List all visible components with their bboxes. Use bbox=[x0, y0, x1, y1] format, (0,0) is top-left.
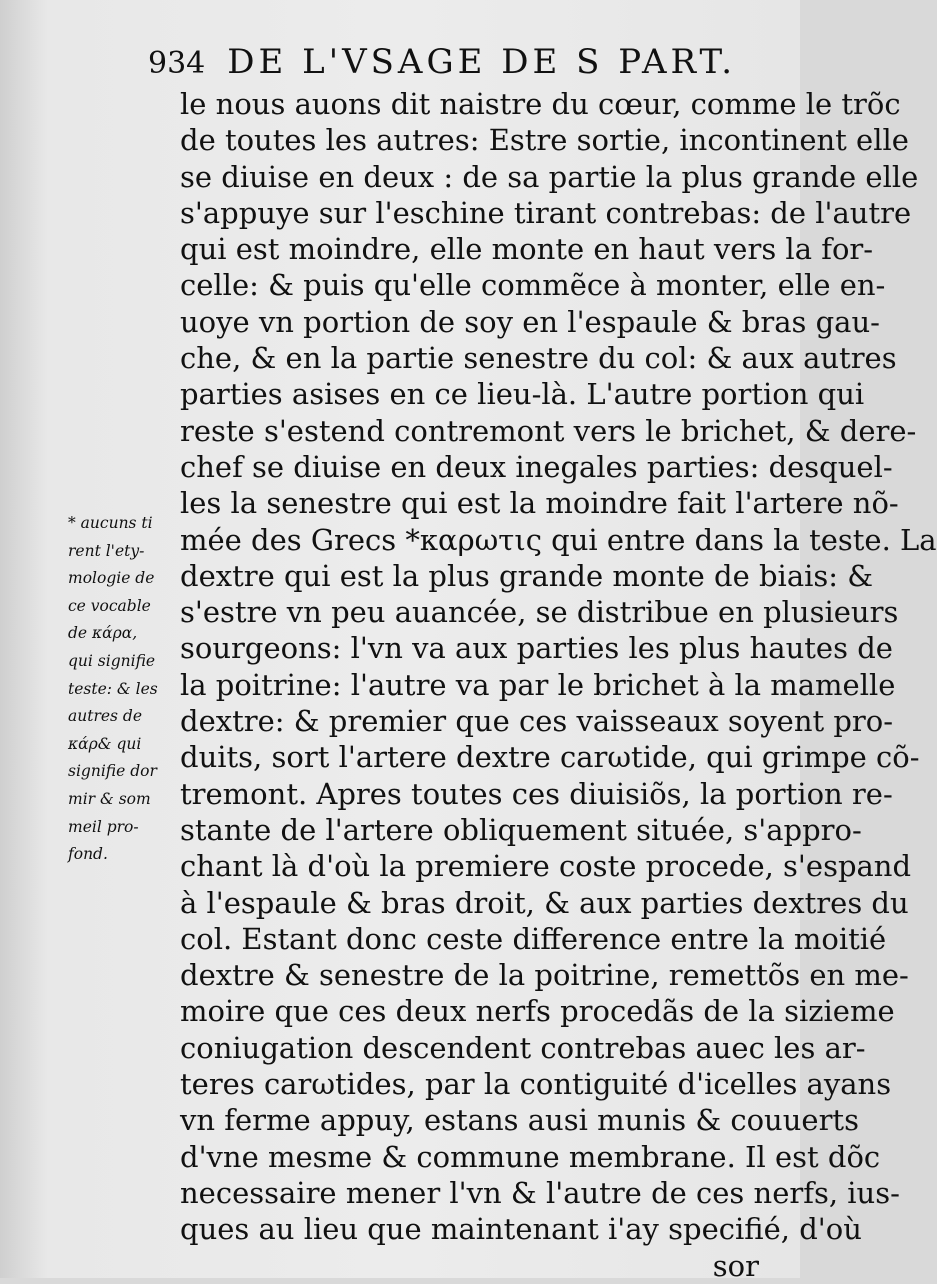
text-line: necessaire mener l'vn & l'autre de ces nerfs, ius- bbox=[180, 1175, 900, 1210]
text-line: sor bbox=[712, 1248, 759, 1283]
text-line: le nous auons dit naistre du cœur, comme le trõc bbox=[180, 87, 901, 121]
show-through-text bbox=[60, 190, 180, 490]
text-line: uoye vn portion de soy en l'espaule & bras gau- bbox=[180, 304, 880, 339]
text-line: stante de l'artere obliquement située, s'appro- bbox=[180, 812, 862, 847]
margin-note-line: de κάρα, bbox=[68, 624, 138, 643]
text-line: chant là d'où la premiere coste procede, s'espand bbox=[180, 849, 912, 884]
text-line: s'estre vn peu auancée, se distribue en plusieurs bbox=[180, 595, 899, 630]
margin-note-line: fond. bbox=[68, 845, 108, 864]
margin-note-line: signifie dor bbox=[68, 762, 157, 781]
text-line: chef se diuise en deux inegales parties: desquel- bbox=[180, 449, 893, 484]
text-line: che, & en la partie senestre du col: & aux autres bbox=[180, 341, 897, 376]
text-line: ques au lieu que maintenant i'ay specifié, d'où bbox=[180, 1212, 862, 1247]
text-line: se diuise en deux : de sa partie la plus grande elle bbox=[180, 159, 919, 194]
margin-note-line: κάρ& qui bbox=[68, 734, 142, 753]
text-line: coniugation descendent contrebas auec les ar- bbox=[180, 1030, 866, 1065]
running-head: DE L'VSAGE DE S PART. bbox=[227, 42, 737, 82]
text-line: sourgeons: l'vn va aux parties les plus hautes de bbox=[180, 631, 893, 666]
text-line: mée des Grecs *καρωτις qui entre dans la teste. La bbox=[180, 522, 937, 557]
text-line: teres carωtides, par la contiguité d'icelles ayans bbox=[180, 1067, 892, 1102]
text-line: dextre: & premier que ces vaisseaux soyent pro- bbox=[180, 704, 894, 739]
text-line: tremont. Apres toutes ces diuisiõs, la portion re- bbox=[180, 776, 893, 811]
margin-note-line: ce vocable bbox=[68, 596, 151, 615]
margin-note-line: mir & som bbox=[68, 789, 151, 808]
margin-note-line: rent l'ety- bbox=[68, 541, 145, 560]
page-header bbox=[148, 42, 758, 88]
text-line: reste s'estend contremont vers le brichet, & dere- bbox=[180, 413, 917, 448]
text-line: dextre qui est la plus grande monte de biais: & bbox=[180, 558, 874, 593]
text-line: les la senestre qui est la moindre fait l'artere nõ- bbox=[180, 486, 899, 521]
margin-note bbox=[68, 510, 180, 869]
main-text-block bbox=[180, 86, 937, 1284]
text-line: moire que ces deux nerfs procedãs de la sizieme bbox=[180, 994, 895, 1029]
margin-note-line: teste: & les bbox=[68, 679, 158, 698]
text-line: col. Estant donc ceste difference entre la moitié bbox=[180, 921, 887, 956]
margin-note-line: * aucuns ti bbox=[68, 514, 153, 532]
text-line: dextre & senestre de la poitrine, remettõs en me- bbox=[180, 958, 909, 993]
text-line: de toutes les autres: Estre sortie, incontinent elle bbox=[180, 123, 909, 158]
margin-note-line: meil pro- bbox=[68, 817, 139, 836]
text-line: s'appuye sur l'eschine tirant contrebas: de l'autre bbox=[180, 195, 912, 230]
margin-note-line: mologie de bbox=[68, 569, 155, 588]
text-line: duits, sort l'artere dextre carωtide, qui grimpe cõ- bbox=[180, 740, 920, 775]
text-line: qui est moindre, elle monte en haut vers la for- bbox=[180, 232, 874, 267]
page-number: 934 bbox=[148, 46, 206, 81]
text-line: vn ferme appuy, estans ausi munis & couuerts bbox=[180, 1103, 859, 1138]
text-line: la poitrine: l'autre va par le brichet à la mamelle bbox=[180, 667, 896, 702]
text-line: d'vne mesme & commune membrane. Il est dõc bbox=[180, 1139, 881, 1174]
margin-note-line: autres de bbox=[68, 707, 143, 726]
text-line: à l'espaule & bras droit, & aux parties dextres du bbox=[180, 885, 909, 920]
margin-note-line: qui signifie bbox=[68, 651, 156, 670]
text-line: celle: & puis qu'elle commẽce à monter, elle en- bbox=[180, 268, 886, 303]
text-line: parties asises en ce lieu-là. L'autre portion qui bbox=[180, 377, 865, 412]
